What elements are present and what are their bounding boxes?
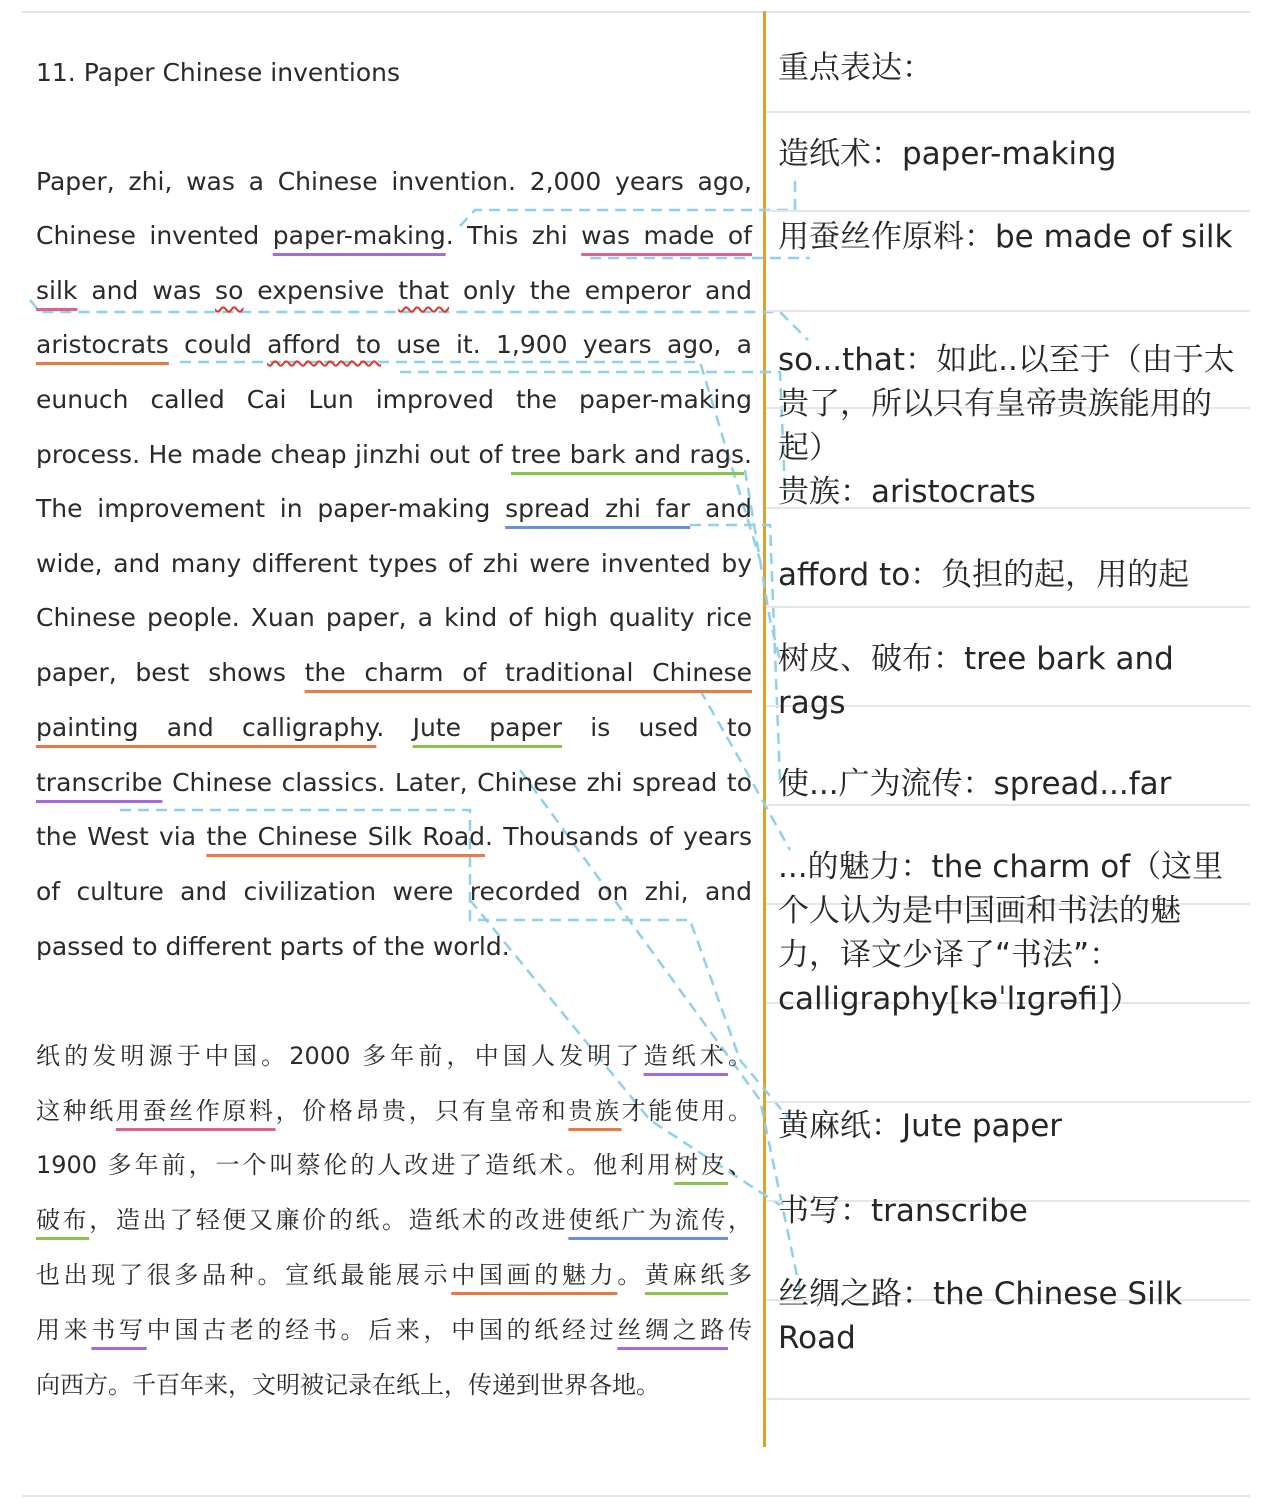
note-item: so...that：如此..以至于（由于太贵了，所以只有皇帝贵族能用的起）	[778, 342, 1235, 466]
english-line: paper, best shows the charm of traditional Chinese	[36, 658, 753, 687]
note-item: 用蚕丝作原料：be made of silk	[778, 219, 1233, 255]
note-item: ...的魅力：the charm of（这里个人认为是中国画和书法的魅力，译文少译了“书法”：calligraphy[kəˈlɪɡrəfi]）	[778, 849, 1224, 1017]
chinese-line: 也出现了很多品种。宣纸最能展示中国画的魅力。黄麻纸多	[36, 1261, 753, 1289]
note-item: 使...广为流传：spread...far	[778, 766, 1172, 802]
chinese-line: 破布，造出了轻便又廉价的纸。造纸术的改进使纸广为流传，	[36, 1206, 753, 1234]
note-item: 丝绸之路：the Chinese Silk Road	[778, 1276, 1183, 1356]
note-rule	[766, 111, 1250, 113]
highlight-phrase: so	[215, 276, 244, 305]
passage-title: 11. Paper Chinese inventions	[36, 58, 401, 87]
highlight-phrase: transcribe	[36, 768, 163, 797]
note-rule	[766, 1101, 1250, 1103]
english-line: silk and was so expensive that only the emperor and	[36, 276, 752, 305]
highlight-phrase: 黄麻纸	[644, 1261, 729, 1289]
english-line: process. He made cheap jinzhi out of tree bark and rags.	[36, 440, 752, 469]
highlight-phrase: tree bark and rags	[510, 440, 745, 469]
english-line: Chinese people. Xuan paper, a kind of high quality rice	[36, 603, 752, 632]
chinese-line: 向西方。千百年来，文明被记录在纸上，传递到世界各地。	[36, 1371, 660, 1399]
notes-heading: 重点表达：	[778, 50, 933, 86]
highlight-phrase: 用蚕丝作原料	[115, 1097, 276, 1125]
note-rule	[766, 210, 1250, 212]
highlight-phrase: afford to	[267, 330, 382, 359]
english-line: wide, and many different types of zhi were invented by	[36, 549, 752, 578]
english-line: passed to different parts of the world.	[36, 932, 510, 961]
chinese-line: 1900 多年前，一个叫蔡伦的人改进了造纸术。他利用树皮、	[36, 1151, 752, 1179]
english-line: of culture and civilization were recorded on zhi, and	[36, 877, 752, 906]
highlight-phrase: paper-making	[272, 221, 446, 250]
highlight-phrase: 破布	[36, 1206, 90, 1234]
english-line: painting and calligraphy. Jute paper is used to	[36, 713, 752, 742]
english-line: Chinese invented paper-making. This zhi was made of	[36, 221, 752, 250]
highlight-phrase: 使纸广为流传	[568, 1206, 729, 1234]
note-item: 贵族：aristocrats	[778, 474, 1036, 510]
highlight-phrase: 树皮	[674, 1151, 728, 1179]
note-rule	[766, 1398, 1250, 1400]
highlight-phrase: was made of	[581, 221, 752, 250]
highlight-phrase: spread zhi far	[505, 494, 691, 523]
highlight-phrase: silk	[36, 276, 78, 305]
note-item: 黄麻纸：Jute paper	[778, 1108, 1063, 1144]
english-line: Paper, zhi, was a Chinese invention. 2,000 years ago,	[36, 167, 752, 196]
highlight-phrase: 书写	[91, 1316, 147, 1344]
english-line: transcribe Chinese classics. Later, Chinese zhi spread to	[36, 768, 752, 797]
note-item: 造纸术：paper-making	[778, 136, 1117, 172]
highlight-phrase: that	[398, 276, 450, 305]
chinese-line: 这种纸用蚕丝作原料，价格昂贵，只有皇帝和贵族才能使用。	[36, 1097, 753, 1125]
english-line: the West via the Chinese Silk Road. Thousands of years	[36, 822, 752, 851]
note-item: 树皮、破布：tree bark and rags	[778, 641, 1174, 721]
english-line: The improvement in paper-making spread zhi far and	[36, 494, 753, 523]
note-item: afford to：负担的起，用的起	[778, 557, 1190, 593]
chinese-line: 纸的发明源于中国。2000 多年前，中国人发明了造纸术。	[36, 1042, 752, 1070]
highlight-phrase: 造纸术	[643, 1042, 728, 1070]
highlight-phrase: the Chinese Silk Road	[206, 822, 486, 851]
highlight-phrase: 中国画的魅力	[451, 1261, 618, 1289]
highlight-phrase: aristocrats	[36, 330, 169, 359]
english-line: aristocrats could afford to use it. 1,900 years ago, a	[36, 330, 753, 359]
highlight-phrase: 贵族	[568, 1097, 622, 1125]
chinese-line: 用来书写中国古老的经书。后来，中国的纸经过丝绸之路传	[36, 1316, 753, 1344]
highlight-phrase: 丝绸之路	[617, 1316, 729, 1344]
note-rule	[766, 310, 1250, 312]
english-line: eunuch called Cai Lun improved the paper-making	[36, 385, 752, 414]
note-rule	[766, 606, 1250, 608]
highlight-phrase: painting and calligraphy	[36, 713, 377, 742]
highlight-phrase: Jute paper	[412, 713, 562, 742]
highlight-phrase: the charm of traditional Chinese	[304, 658, 753, 687]
note-item: 书写：transcribe	[778, 1193, 1028, 1229]
